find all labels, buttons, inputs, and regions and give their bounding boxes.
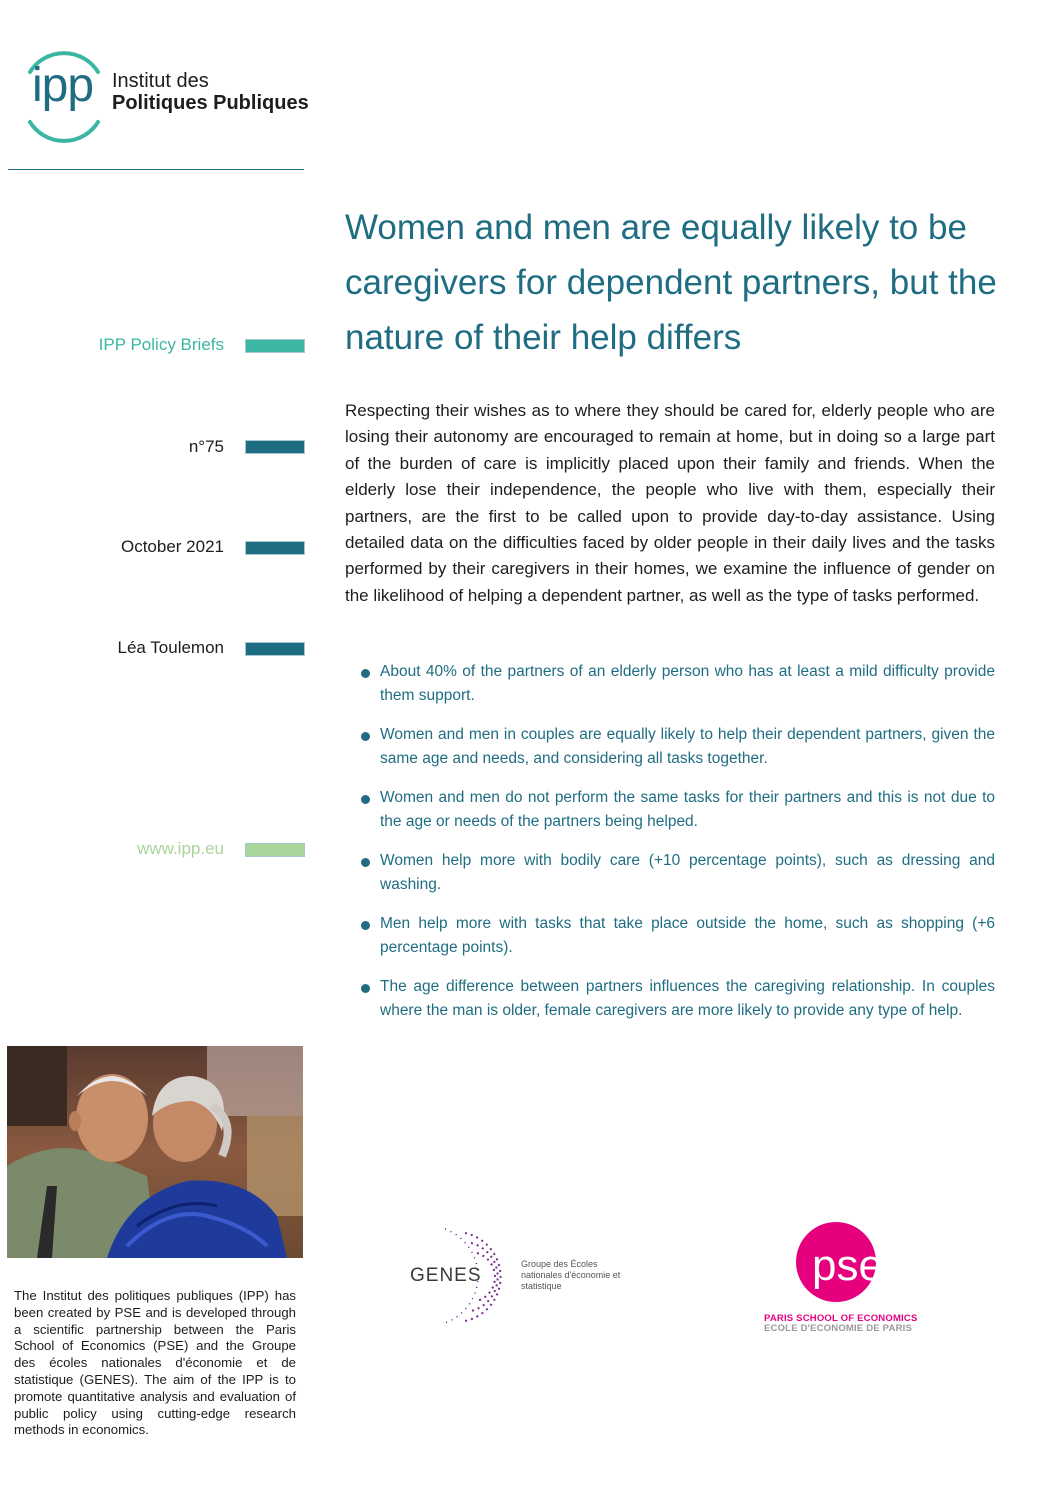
elderly-couple-photo-icon xyxy=(7,1046,303,1258)
key-point-text: Men help more with tasks that take place outside the home, such as shopping (+6 percentage points). xyxy=(380,915,995,956)
logo-line-1: Institut des xyxy=(112,70,209,92)
key-point xyxy=(360,849,995,897)
bullet-icon xyxy=(361,858,370,867)
genes-description: Groupe des Écoles nationales d'économie et statistique xyxy=(521,1259,621,1291)
genes-logo xyxy=(405,1225,625,1325)
bullet-icon xyxy=(361,795,370,804)
key-point xyxy=(360,723,995,771)
website-link[interactable]: www.ipp.eu xyxy=(137,839,224,858)
page-title: Women and men are equally likely to be caregivers for dependent partners, but the nature of their help differs xyxy=(345,208,997,357)
bullet-icon xyxy=(361,984,370,993)
series-bar xyxy=(245,339,305,353)
key-point-text: The age difference between partners influences the caregiving relationship. In couples where the man is older, female caregivers are more likely to provide any type of help. xyxy=(380,978,995,1019)
pse-name: PARIS SCHOOL OF ECONOMICS xyxy=(764,1313,918,1324)
issue-number: n°75 xyxy=(188,437,224,456)
key-point xyxy=(360,975,995,1023)
pse-logo xyxy=(760,1218,920,1333)
pse-circle-icon xyxy=(760,1218,920,1313)
key-point-text: Women and men do not perform the same tasks for their partners and this is not due to the age or needs of the partners being helped. xyxy=(380,789,995,830)
logo-text xyxy=(112,70,309,114)
key-point-text: About 40% of the partners of an elderly person who has at least a mild difficulty provide them support. xyxy=(380,663,995,704)
pse-name-fr: ECOLE D'ECONOMIE DE PARIS xyxy=(764,1323,913,1334)
abstract: Respecting their wishes as to where they should be cared for, elderly people who are losing their autonomy are encouraged to remain at home, but in doing so a large part of the burden of care is implicitly placed upon their family and friends. When the elderly lose their independence, the people who live with them, especially their partners, are the first to be called upon to provide day-to-day assistance. Using detailed data on the difficulties faced by older people in their daily lives and the tasks performed by their caregivers in their homes, we examine the influence of gender on the likelihood of helping a dependent partner, as well as the type of tasks performed. xyxy=(345,401,995,605)
ipp-logo xyxy=(20,40,320,150)
website-bar xyxy=(245,843,305,857)
key-points-list xyxy=(360,660,995,1038)
bullet-icon xyxy=(361,732,370,741)
logo-line-2: Politiques Publiques xyxy=(112,92,309,114)
author-bar xyxy=(245,642,305,656)
issue-bar xyxy=(245,440,305,454)
publication-date: October 2021 xyxy=(120,537,224,556)
key-point-text: Women and men in couples are equally likely to help their dependent partners, given the same age and needs, and considering all tasks together. xyxy=(380,726,995,767)
header-divider xyxy=(8,169,304,170)
key-point xyxy=(360,912,995,960)
author-name: Léa Toulemon xyxy=(117,638,224,657)
key-point xyxy=(360,786,995,834)
bullet-icon xyxy=(361,921,370,930)
key-point-text: Women help more with bodily care (+10 percentage points), such as dressing and washing. xyxy=(380,852,995,893)
key-point xyxy=(360,660,995,708)
logo-mark: ipp xyxy=(32,59,94,112)
cover-photo xyxy=(7,1046,303,1258)
ipp-description: The Institut des politiques publiques (IPP) has been created by PSE and is developed through a scientific partnership between the Paris School of Economics (PSE) and the Groupe des écoles nationales d'économie et de statistique (GENES). The aim of the IPP is to promote quantitative analysis and evaluation of public policy using cutting-edge research methods in economics. xyxy=(14,1288,296,1438)
pse-mark: pse xyxy=(812,1241,883,1290)
bullet-icon xyxy=(361,669,370,678)
genes-name: GENES xyxy=(410,1265,482,1286)
series-label: IPP Policy Briefs xyxy=(98,335,224,354)
date-bar xyxy=(245,541,305,555)
